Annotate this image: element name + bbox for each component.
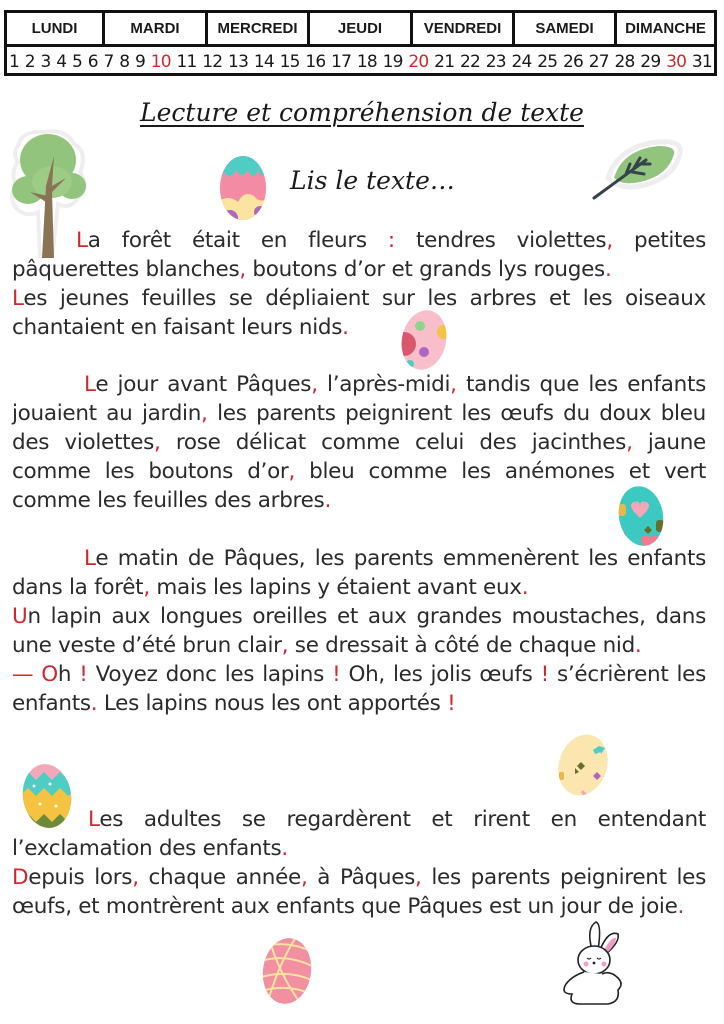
day-dimanche: DIMANCHE xyxy=(625,20,706,37)
easter-egg-butterflies xyxy=(553,732,613,798)
calendar-date: 7 xyxy=(103,51,114,72)
paragraph-1 xyxy=(12,226,706,342)
paragraph-2-body: e jour avant Pâques, l’après-midi, tandis que les enfants jouaient au jardin, les parents peignirent les œufs du doux bleu des violettes, rose délicat comme celui des jacinthes, jaune comme les boutons d’or, bleu comme les anémones et vert comme les feuilles des arbres. xyxy=(12,372,706,513)
instruction-title: Lis le texte… xyxy=(290,166,455,195)
day-lundi: LUNDI xyxy=(7,13,105,44)
day-mardi: MARDI xyxy=(105,13,208,44)
calendar-date: 20 xyxy=(408,51,429,72)
calendar xyxy=(4,10,717,76)
bunny-illustration xyxy=(558,920,628,1010)
calendar-date: 26 xyxy=(563,51,584,72)
calendar-date: 4 xyxy=(56,51,67,72)
calendar-date: 25 xyxy=(537,51,558,72)
drop-letter: L xyxy=(76,228,88,253)
paragraph-4-body: es adultes se regardèrent et rirent en entendant l’exclamation des enfants. Depuis lors, chaque année, à Pâques, les parents peignirent les œufs, et montrèrent aux enfants que Pâques est un jour de joie. xyxy=(12,807,706,919)
drop-letter: L xyxy=(84,546,96,571)
calendar-date: 24 xyxy=(511,51,532,72)
calendar-date: 23 xyxy=(485,51,506,72)
calendar-date: 2 xyxy=(24,51,35,72)
calendar-date: 1 xyxy=(9,51,20,72)
calendar-date: 30 xyxy=(666,51,687,72)
page-title: Lecture et compréhension de texte xyxy=(140,98,584,127)
calendar-date: 8 xyxy=(119,51,130,72)
calendar-date: 18 xyxy=(356,51,377,72)
paragraph-4 xyxy=(12,805,706,921)
calendar-date: 29 xyxy=(640,51,661,72)
calendar-date: 22 xyxy=(459,51,480,72)
day-jeudi: JEUDI xyxy=(310,13,413,44)
calendar-date: 12 xyxy=(202,51,223,72)
calendar-date: 27 xyxy=(588,51,609,72)
calendar-date: 11 xyxy=(176,51,197,72)
calendar-date: 17 xyxy=(331,51,352,72)
drop-letter: L xyxy=(84,372,96,397)
calendar-date: 9 xyxy=(135,51,146,72)
calendar-date: 15 xyxy=(279,51,300,72)
paragraph-3 xyxy=(12,544,706,718)
easter-egg-lines xyxy=(258,934,316,1008)
drop-letter: L xyxy=(88,807,100,832)
calendar-date: 6 xyxy=(87,51,98,72)
calendar-date: 21 xyxy=(434,51,455,72)
calendar-date: 5 xyxy=(72,51,83,72)
paragraph-2 xyxy=(12,370,706,515)
paragraph-1-body: a forêt était en fleurs : tendres violettes, petites pâquerettes blanches, boutons d’or et grands lys rouges. Les jeunes feuilles se dépliaient sur les arbres et les oiseaux chantaient en faisant leurs nids. xyxy=(12,228,707,340)
calendar-date: 19 xyxy=(382,51,403,72)
calendar-date: 13 xyxy=(228,51,249,72)
calendar-dates-row xyxy=(7,47,714,76)
calendar-date: 16 xyxy=(305,51,326,72)
calendar-date: 3 xyxy=(40,51,51,72)
calendar-date: 31 xyxy=(691,51,712,72)
day-mercredi: MERCREDI xyxy=(208,13,310,44)
calendar-date: 28 xyxy=(614,51,635,72)
easter-egg-drip xyxy=(218,154,268,222)
calendar-days-row xyxy=(7,13,714,47)
leaf-illustration xyxy=(588,138,686,204)
calendar-date: 14 xyxy=(253,51,274,72)
day-samedi: SAMEDI xyxy=(515,13,617,44)
calendar-date: 10 xyxy=(150,51,171,72)
paragraph-3-body: e matin de Pâques, les parents emmenèrent les enfants dans la forêt, mais les lapins y étaient avant eux. Un lapin aux longues oreilles et aux grandes moustaches, dans une veste d’été brun clair, se dressait à côté de chaque nid. — Oh ! Voyez donc les lapins ! Oh, les jolis œufs ! s’écrièrent les enfants. Les lapins nous les ont apportés ! xyxy=(12,546,707,716)
day-vendredi: VENDREDI xyxy=(413,13,515,44)
